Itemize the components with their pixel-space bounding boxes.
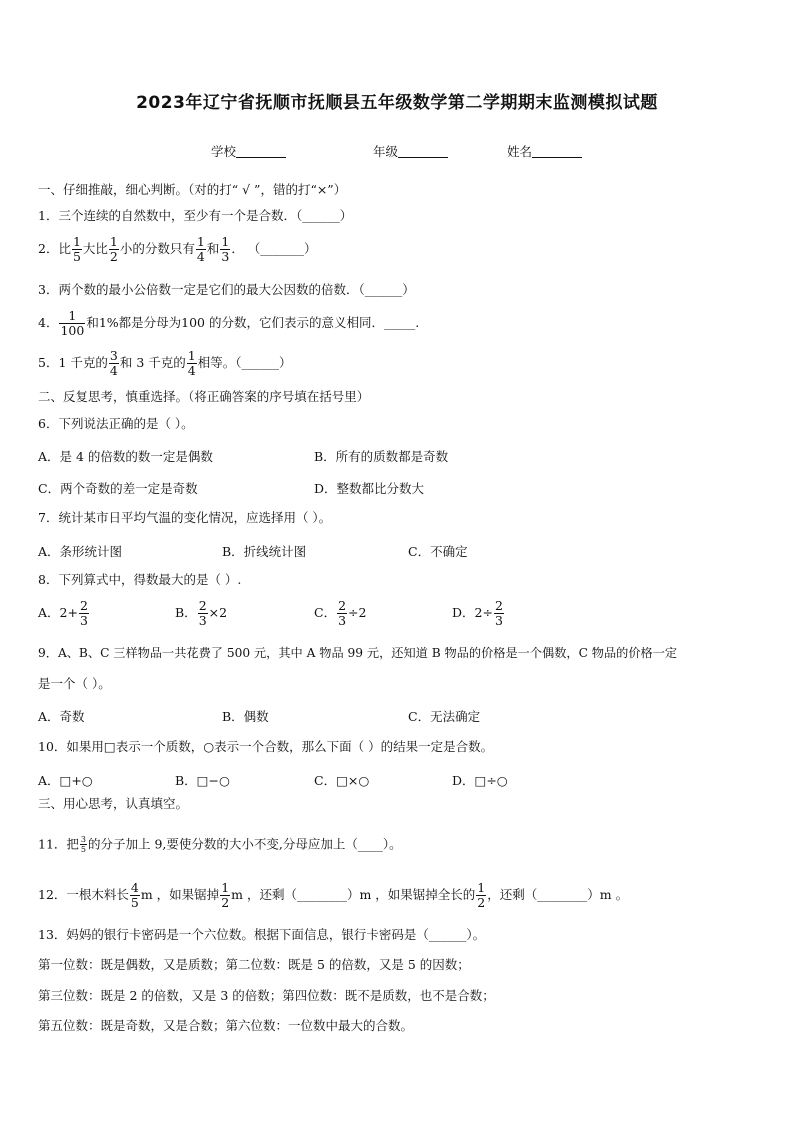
q7-option-c: C．不确定	[408, 544, 468, 559]
q13-clue-line-2: 第三位数：既是 2 的倍数，又是 3 的倍数；第四位数：既不是质数，也不是合数；	[38, 988, 495, 1003]
question-7: 7．统计某市日平均气温的变化情况，应选择用（ ）。	[38, 510, 332, 525]
q12-fraction-1	[130, 882, 140, 909]
school-label: 学校	[211, 144, 237, 159]
question-3: 3．两个数的最小公倍数一定是它们的最大公因数的倍数．（______）	[38, 282, 415, 297]
q10-option-b: B．□−○	[175, 773, 230, 788]
q13-clue-line-3: 第五位数：既是奇数，又是合数；第六位数：一位数中最大的合数。	[38, 1018, 414, 1033]
q2-f3-num: 1	[196, 234, 205, 249]
question-10: 10．如果用□表示一个质数，○表示一个合数，那么下面（ ）的结果一定是合数。	[38, 739, 494, 754]
q8b-fraction	[198, 600, 208, 627]
q13-clue-line-1: 第一位数：既是偶数，又是质数；第二位数：既是 5 的倍数，又是 5 的因数；	[38, 957, 470, 972]
q8a-num: 2	[79, 598, 88, 613]
question-8: 8．下列算式中，得数最大的是（ ）.	[38, 572, 242, 587]
q12-mid2: m ，还剩（________）m ，如果锯掉全长的	[231, 887, 476, 902]
q2-suffix: ． （_______）	[231, 241, 317, 256]
name-label: 姓名	[507, 144, 533, 159]
question-9-line-2: 是一个（ ）。	[38, 676, 111, 691]
q5-mid: 和 3 千克的	[119, 355, 186, 370]
q12-f3-den: 2	[477, 894, 486, 910]
q4-den: 100	[60, 322, 85, 338]
q2-prefix: 2．比	[38, 241, 71, 256]
q9-option-c: C．无法确定	[408, 709, 481, 724]
q9-option-b: B．偶数	[222, 709, 269, 724]
section3-heading: 三、用心思考，认真填空。	[38, 796, 189, 811]
q10-option-c: C．□×○	[314, 773, 370, 788]
q11-num: 3	[80, 835, 86, 844]
q12-suffix: ，还剩（________）m 。	[487, 887, 629, 902]
grade-blank	[398, 145, 448, 158]
q8d-fraction	[494, 600, 504, 627]
q2-f3-den: 4	[196, 248, 205, 264]
q8c-post: ÷2	[348, 605, 367, 620]
q6-option-d: D．整数都比分数大	[314, 481, 425, 496]
q10-option-a: A．□+○	[38, 773, 93, 788]
school-field	[211, 142, 286, 160]
q8-option-b	[175, 600, 227, 627]
q2-mid3: 和	[206, 241, 220, 256]
q8d-den: 3	[494, 612, 503, 628]
q5-f1-den: 4	[109, 362, 118, 378]
q7-option-a: A．条形统计图	[38, 544, 123, 559]
q12-f2-num: 1	[221, 880, 230, 895]
question-2	[38, 236, 317, 263]
section2-heading: 二、反复思考，慎重选择。（将正确答案的序号填在括号里）	[38, 389, 370, 404]
section1-heading: 一、仔细推敲，细心判断。（对的打“ √ ”，错的打“×”）	[38, 182, 347, 197]
school-blank	[236, 145, 286, 158]
q5-f1-num: 3	[109, 348, 118, 363]
q2-fraction-2	[109, 236, 119, 263]
q5-f2-den: 4	[187, 362, 196, 378]
q6-option-a: A．是 4 的倍数的数一定是偶数	[38, 449, 213, 464]
q7-option-b: B．折线统计图	[222, 544, 307, 559]
q8b-pre: B．	[175, 605, 197, 620]
q8d-num: 2	[494, 598, 503, 613]
q11-prefix: 11．把	[38, 836, 79, 852]
question-9-line-1: 9．A、B、C 三样物品一共花费了 500 元，其中 A 物品 99 元，还知道 B 物品的价格是一个偶数，C 物品的价格一定	[38, 646, 678, 660]
q8a-pre: A．2+	[38, 605, 78, 620]
q12-f1-den: 5	[130, 894, 139, 910]
q12-mid1: m ，如果锯掉	[140, 887, 220, 902]
q2-f2-den: 2	[109, 248, 118, 264]
q4-fraction	[59, 310, 85, 337]
name-field	[507, 142, 582, 160]
q12-f2-den: 2	[221, 894, 230, 910]
grade-field	[373, 142, 448, 160]
q5-prefix: 5．1 千克的	[38, 355, 108, 370]
q8c-den: 3	[338, 612, 347, 628]
q6-option-b: B．所有的质数都是奇数	[314, 449, 449, 464]
q2-mid2: 小的分数只有	[119, 241, 195, 256]
q4-suffix: 和1%都是分母为100 的分数，它们表示的意义相同．_____.	[86, 315, 420, 330]
question-1: 1．三个连续的自然数中，至少有一个是合数．（______）	[38, 208, 353, 223]
q2-f1-num: 1	[72, 234, 81, 249]
q12-fraction-2	[220, 882, 230, 909]
q12-f3-num: 1	[477, 880, 486, 895]
q11-fraction	[80, 836, 87, 854]
question-6: 6．下列说法正确的是（ ）。	[38, 416, 194, 431]
q8c-fraction	[337, 600, 347, 627]
q2-f1-den: 5	[72, 248, 81, 264]
question-11	[38, 836, 402, 854]
q2-fraction-3	[196, 236, 206, 263]
q2-f4-num: 1	[221, 234, 230, 249]
q8b-post: ×2	[208, 605, 228, 620]
q8-option-d	[452, 600, 505, 627]
q5-f2-num: 1	[187, 348, 196, 363]
q5-fraction-1	[109, 350, 119, 377]
q12-f1-num: 4	[130, 880, 139, 895]
q2-fraction-1	[72, 236, 82, 263]
question-13: 13．妈妈的银行卡密码是一个六位数。根据下面信息，银行卡密码是（______）。	[38, 927, 486, 942]
grade-label: 年级	[373, 144, 399, 159]
q9-option-a: A．奇数	[38, 709, 85, 724]
name-blank	[532, 145, 582, 158]
q2-f2-num: 1	[109, 234, 118, 249]
q8-option-a	[38, 600, 90, 627]
q2-fraction-4	[220, 236, 230, 263]
q8c-num: 2	[338, 598, 347, 613]
page-title: 2023年辽宁省抚顺市抚顺县五年级数学第二学期期末监测模拟试题	[136, 93, 658, 113]
q8b-den: 3	[198, 612, 207, 628]
q6-option-c: C．两个奇数的差一定是奇数	[38, 481, 198, 496]
question-12	[38, 882, 628, 909]
q4-prefix: 4．	[38, 315, 59, 330]
q5-fraction-2	[187, 350, 197, 377]
q12-fraction-3	[476, 882, 486, 909]
q12-prefix: 12．一根木料长	[38, 887, 129, 902]
q5-suffix: 相等。（______）	[197, 355, 292, 370]
q8a-fraction	[79, 600, 89, 627]
q2-f4-den: 3	[221, 248, 230, 264]
q8-option-c	[314, 600, 366, 627]
question-4	[38, 310, 419, 337]
q8b-num: 2	[198, 598, 207, 613]
q11-den: 5	[80, 845, 86, 854]
q4-num: 1	[68, 308, 77, 323]
q8d-pre: D．2÷	[452, 605, 493, 620]
q11-suffix: 的分子加上 9,要使分数的大小不变,分母应加上（____）。	[88, 836, 402, 852]
q10-option-d: D．□÷○	[452, 773, 508, 788]
q8a-den: 3	[79, 612, 88, 628]
q2-mid1: 大比	[82, 241, 108, 256]
q8c-pre: C．	[314, 605, 337, 620]
question-5	[38, 350, 291, 377]
